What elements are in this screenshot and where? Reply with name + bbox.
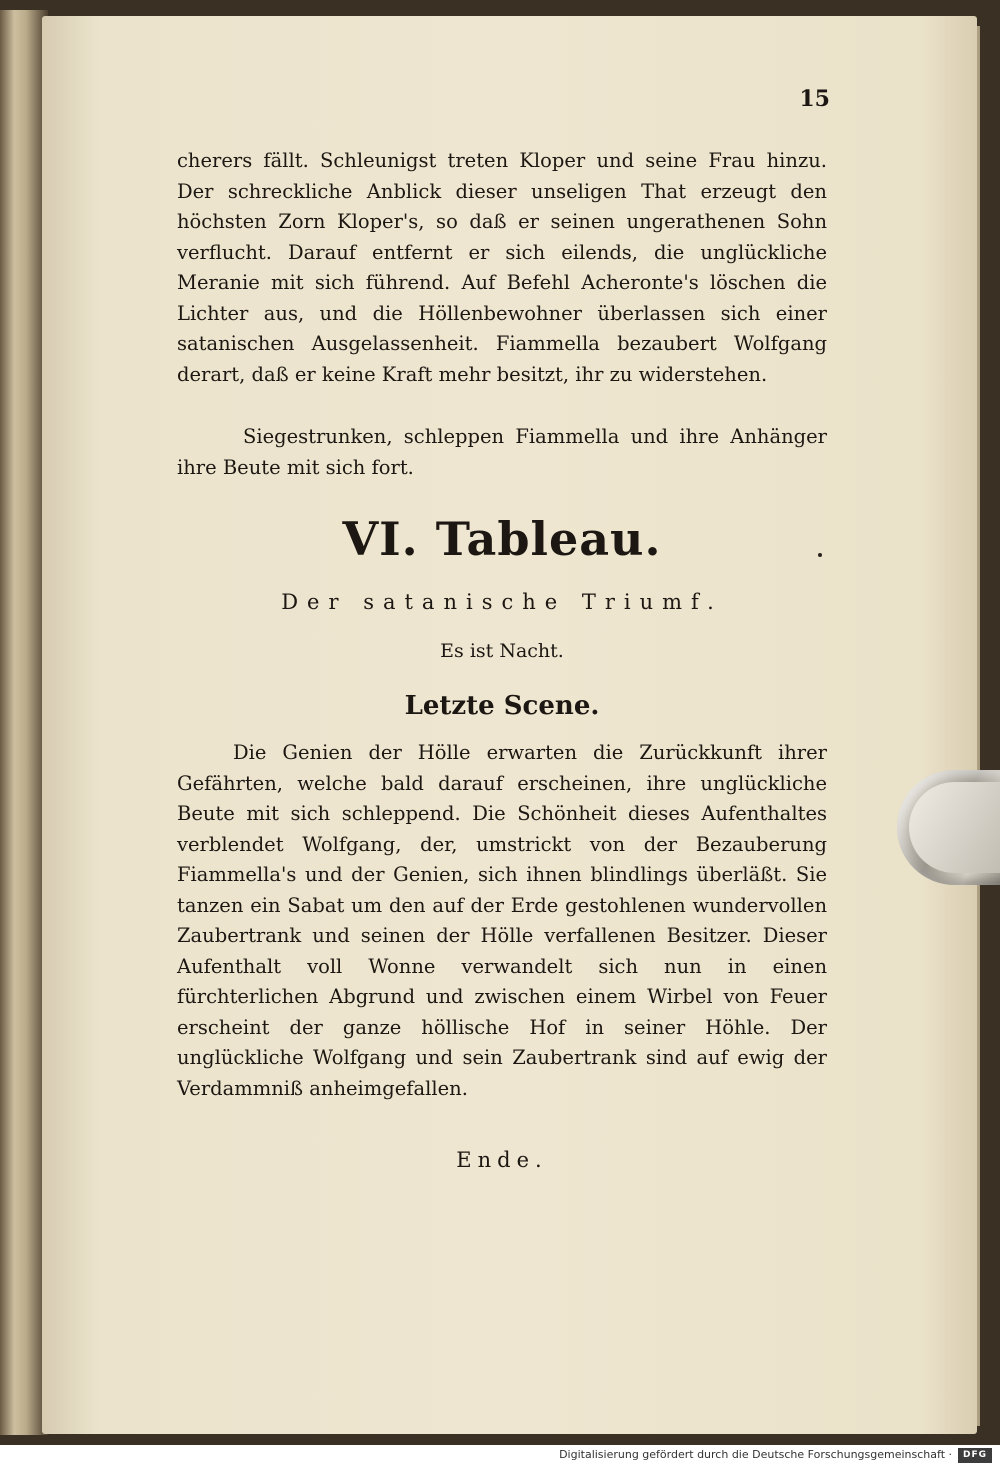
tableau-subtitle: Der satanische Triumf. [281, 590, 723, 614]
dfg-logo-icon: DFG [958, 1448, 992, 1463]
footer-bar [0, 1445, 1000, 1467]
scene-heading: Letzte Scene. [404, 691, 600, 721]
paragraph-2: Siegestrunken, schleppen Fiammella und ihre Anhänger ihre Beute mit sich fort. [177, 425, 827, 479]
stage-note: Es ist Nacht. [440, 640, 564, 662]
paragraph-1: cherers fällt. Schleunigst treten Kloper und seine Frau hinzu. Der schreckliche Anblick dieser unseligen That erzeugt den höchsten Zorn Kloper's, so daß er seinen ungerathenen Sohn verflucht. Darauf entfernt er sich eilends, die unglückliche Meranie mit sich führend. Auf Befehl Acheronte's löschen die Lichter aus, und die Höllenbewohner überlassen sich einer satanischen Ausgelassenheit. Fiammella bezaubert Wolfgang derart, daß er keine Kraft mehr besitzt, ihr zu widerstehen. [177, 149, 827, 386]
paragraph-3: Die Genien der Hölle erwarten die Zurückkunft ihrer Gefährten, welche bald darauf erscheinen, ihre unglückliche Beute mit sich schleppend. Die Schönheit dieses Aufenthaltes verblendet Wolfgang, der, umstrickt von der Bezauberung Fiammella's und der Genien, sich ihnen blindlings überläßt. Sie tanzen ein Sabat um den auf der Erde gestohlenen wundervollen Zaubertrank und seinen der Hölle verfallenen Besitzer. Dieser Aufenthalt voll Wonne verwandelt sich nun in einen fürchterlichen Abgrund und zwischen einem Wirbel von Feuer erscheint der ganze höllische Hof in seiner Höhle. Der unglückliche Wolfgang und sein Zaubertrank sind auf ewig der Verdammniß anheimgefallen. [177, 741, 827, 1100]
funding-credit: Digitalisierung gefördert durch die Deutsche Forschungsgemeinschaft · [559, 1448, 952, 1461]
page-number: 15 [799, 86, 830, 112]
ink-speck [818, 553, 822, 557]
page-clip [897, 770, 1000, 885]
book-binding [0, 10, 48, 1435]
page-clip-inner [909, 782, 1000, 873]
end-text: Ende. [456, 1148, 548, 1172]
tableau-heading: VI. Tableau. [342, 512, 662, 566]
